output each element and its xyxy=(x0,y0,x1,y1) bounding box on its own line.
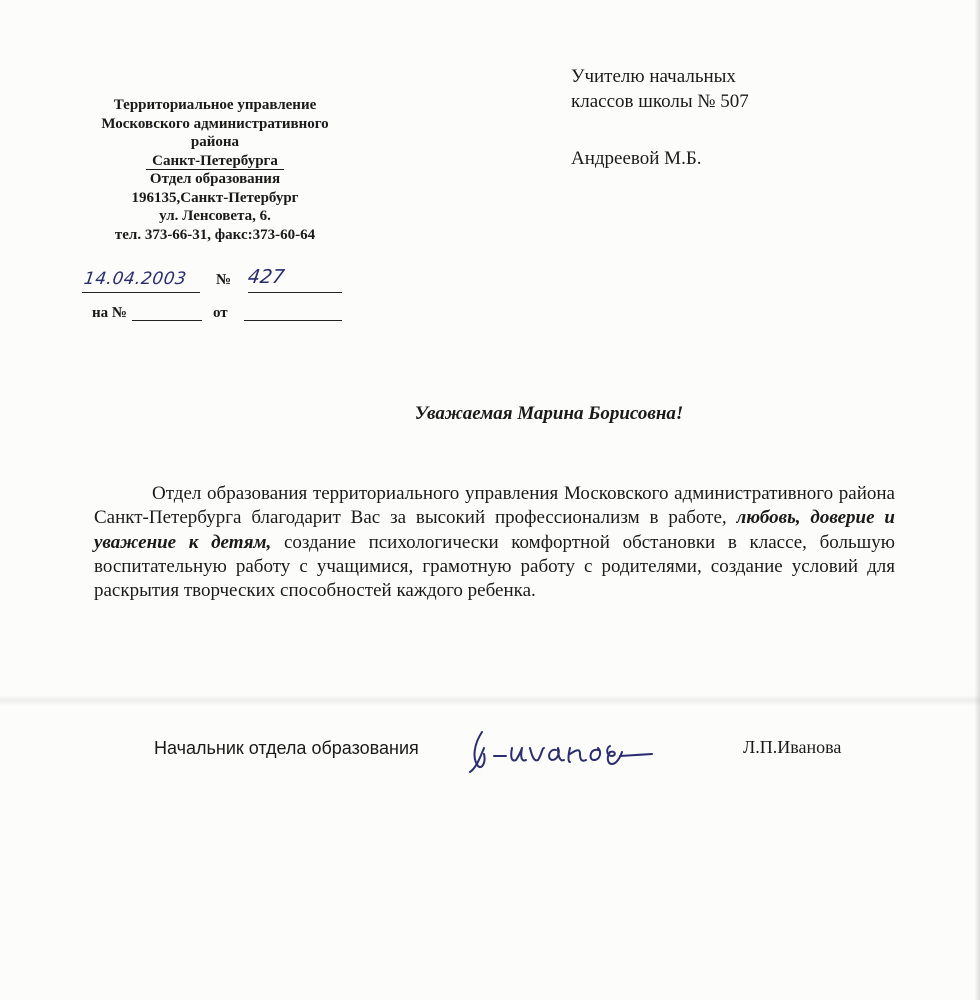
reference-line xyxy=(92,303,352,325)
registration-line xyxy=(82,268,342,294)
registration-date-field xyxy=(82,268,200,293)
addressee-line: Учителю начальных xyxy=(571,66,736,87)
addressee-block xyxy=(571,64,749,171)
registration-number-field xyxy=(248,268,342,293)
page-edge-shadow xyxy=(974,0,980,1000)
letter-body xyxy=(94,482,895,603)
addressee-line: классов школы № 507 xyxy=(571,91,749,112)
reference-date-blank xyxy=(244,303,342,321)
signatory-name: Л.П.Иванова xyxy=(743,737,842,757)
salutation: Уважаемая Марина Борисовна! xyxy=(414,403,684,424)
letterhead-phones: тел. 373-66-31, факс:373-60-64 xyxy=(114,226,316,243)
letterhead xyxy=(70,96,360,244)
registration-number-label: № xyxy=(216,272,232,288)
body-emphasis: любовь, доверие и уважение к детям, xyxy=(94,507,895,553)
letterhead-line: Московского административного xyxy=(101,115,329,132)
letterhead-line: района xyxy=(190,134,240,150)
body-text-part: Отдел образования территориального управления Московского административного района Санкт-Петербурга благодарит Вас за высокий профессионализм в работе, xyxy=(94,483,895,529)
letterhead-city: Санкт-Петербурга xyxy=(146,153,284,170)
registration-number: 427 xyxy=(246,266,286,288)
registration-date: 14.04.2003 xyxy=(82,269,188,289)
reference-on-label: на № xyxy=(92,305,127,321)
signatory-title: Начальник отдела образования xyxy=(154,738,419,758)
body-text-part: создание психологически комфортной обстановки в классе, большую воспитательную работу с учащимися, грамотную работу с родителями, создание условий для раскрытия творческих способностей каждого ребенка. xyxy=(94,531,895,602)
letterhead-line: Территориальное управление xyxy=(113,97,317,113)
letterhead-postal: 196135,Санкт-Петербург xyxy=(131,189,299,206)
reference-number-blank xyxy=(132,303,202,321)
addressee-name: Андреевой М.Б. xyxy=(571,148,702,169)
reference-from-label: от xyxy=(213,305,228,321)
handwritten-signature xyxy=(460,718,660,776)
letterhead-street: ул. Ленсовета, 6. xyxy=(159,208,271,224)
letterhead-dept: Отдел образования xyxy=(149,171,281,187)
